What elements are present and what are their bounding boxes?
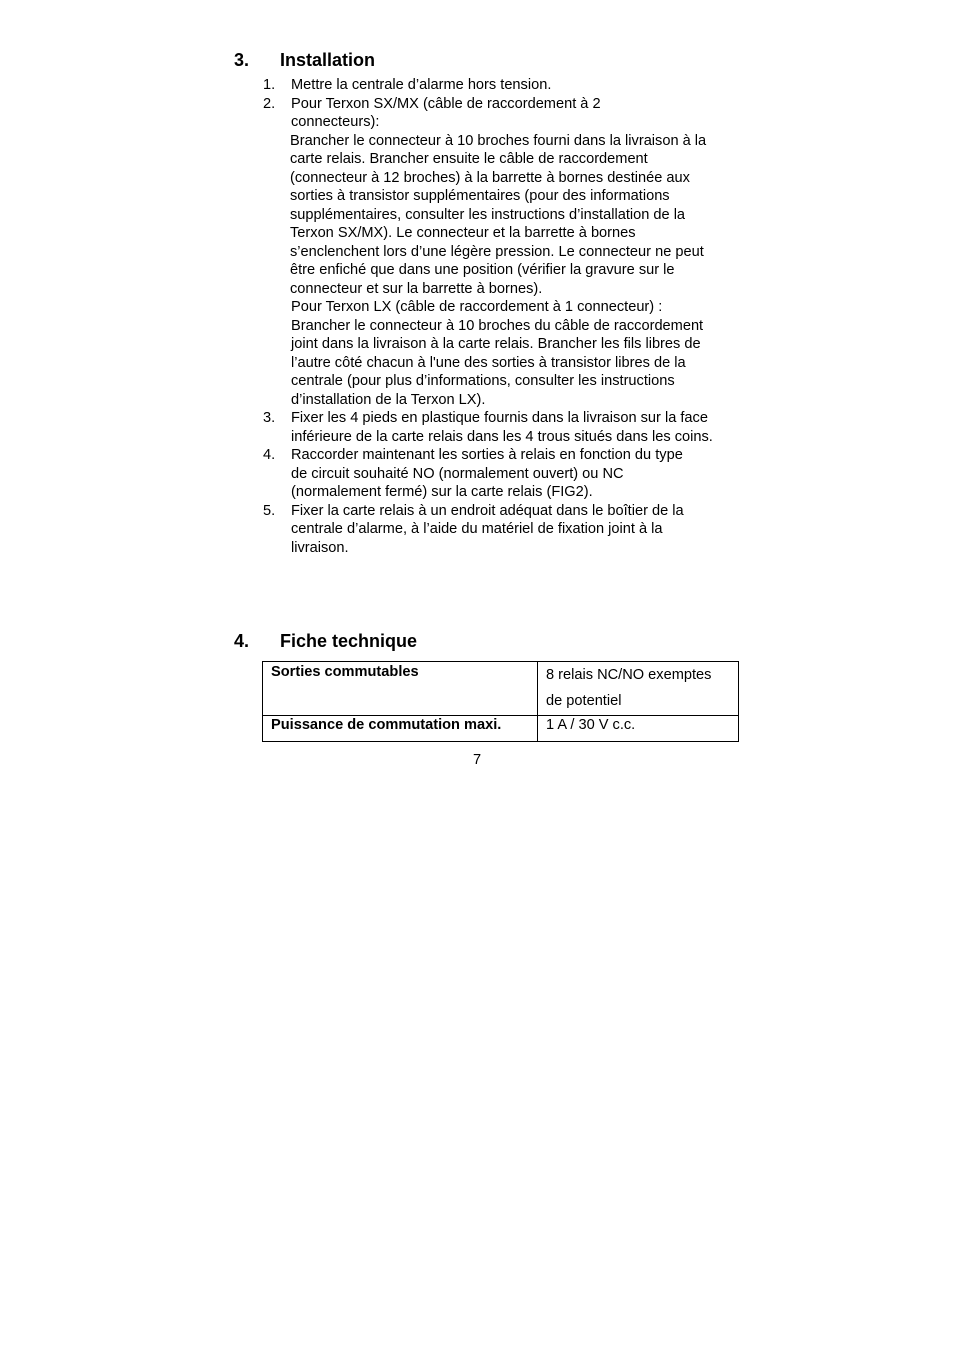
section-heading-installation xyxy=(234,49,375,71)
list-item xyxy=(263,95,733,410)
spec-table xyxy=(262,661,739,742)
step-number: 3. xyxy=(263,410,276,426)
step-text: Fixer les 4 pieds en plastique fournis dans la livraison sur la face inférieure de la carte relais dans les 4 trous situés dans les coins. xyxy=(291,410,713,445)
list-item xyxy=(263,446,733,502)
section-title: Fiche technique xyxy=(280,631,418,651)
table-row xyxy=(263,716,739,742)
section-heading-fiche-technique xyxy=(234,630,417,652)
step-number: 5. xyxy=(263,502,276,519)
section-title: Installation xyxy=(280,50,376,70)
step-text: Raccorder maintenant les sorties à relais en fonction du type de circuit souhaité NO (normalement ouvert) ou NC (normalement fermé) sur la carte relais (FIG2). xyxy=(291,447,683,500)
step-number: 4. xyxy=(263,447,276,463)
spec-key: Sorties commutables xyxy=(263,662,538,716)
spec-key: Puissance de commutation maxi. xyxy=(263,716,538,742)
installation-steps xyxy=(263,76,733,557)
step-text: Brancher le connecteur à 10 broches fourni dans la livraison à la carte relais. Brancher ensuite le câble de raccordement (connecteur à 12 broches) à la barrette à bornes destinée aux sorties à transistor supplémentaires (pour des informations supplémentaires, consulter les instructions d’installation de la Terxon SX/MX). Le connecteur et la barrette à bornes s’enclenchent lors d’une légère pression. Le connecteur ne peut être enfiché que dans une position (vérifier la gravure sur le connecteur et sur la barrette à bornes). xyxy=(290,132,707,297)
step-text: Fixer la carte relais à un endroit adéquat dans le boîtier de la centrale d’alarme, à l’aide du matériel de fixation joint à la livraison. xyxy=(291,502,684,556)
step-text: Mettre la centrale d’alarme hors tension. xyxy=(291,77,552,93)
section-number: 4. xyxy=(234,631,250,651)
section-number: 3. xyxy=(234,50,250,70)
list-item xyxy=(263,502,733,558)
page-number: 7 xyxy=(472,752,482,768)
step-text: Pour Terxon SX/MX (câble de raccordement à 2 connecteurs): xyxy=(291,95,601,130)
table-row xyxy=(263,662,739,716)
list-item xyxy=(263,409,733,446)
list-item xyxy=(263,76,733,95)
step-number: 2. xyxy=(263,95,276,112)
step-text: Pour Terxon LX (câble de raccordement à 1 connecteur) : Brancher le connecteur à 10 broches du câble de raccordement joint dans la livraison à la carte relais. Brancher les fils libres de l’autre côté chacun à l'une des sorties à transistor libres de la centrale (pour plus d’informations, consulter les instructions d’installation de la Terxon LX). xyxy=(291,299,704,408)
step-number: 1. xyxy=(263,77,276,93)
spec-value: 1 A / 30 V c.c. xyxy=(538,716,739,742)
spec-value: 8 relais NC/NO exemptes de potentiel xyxy=(538,662,739,716)
